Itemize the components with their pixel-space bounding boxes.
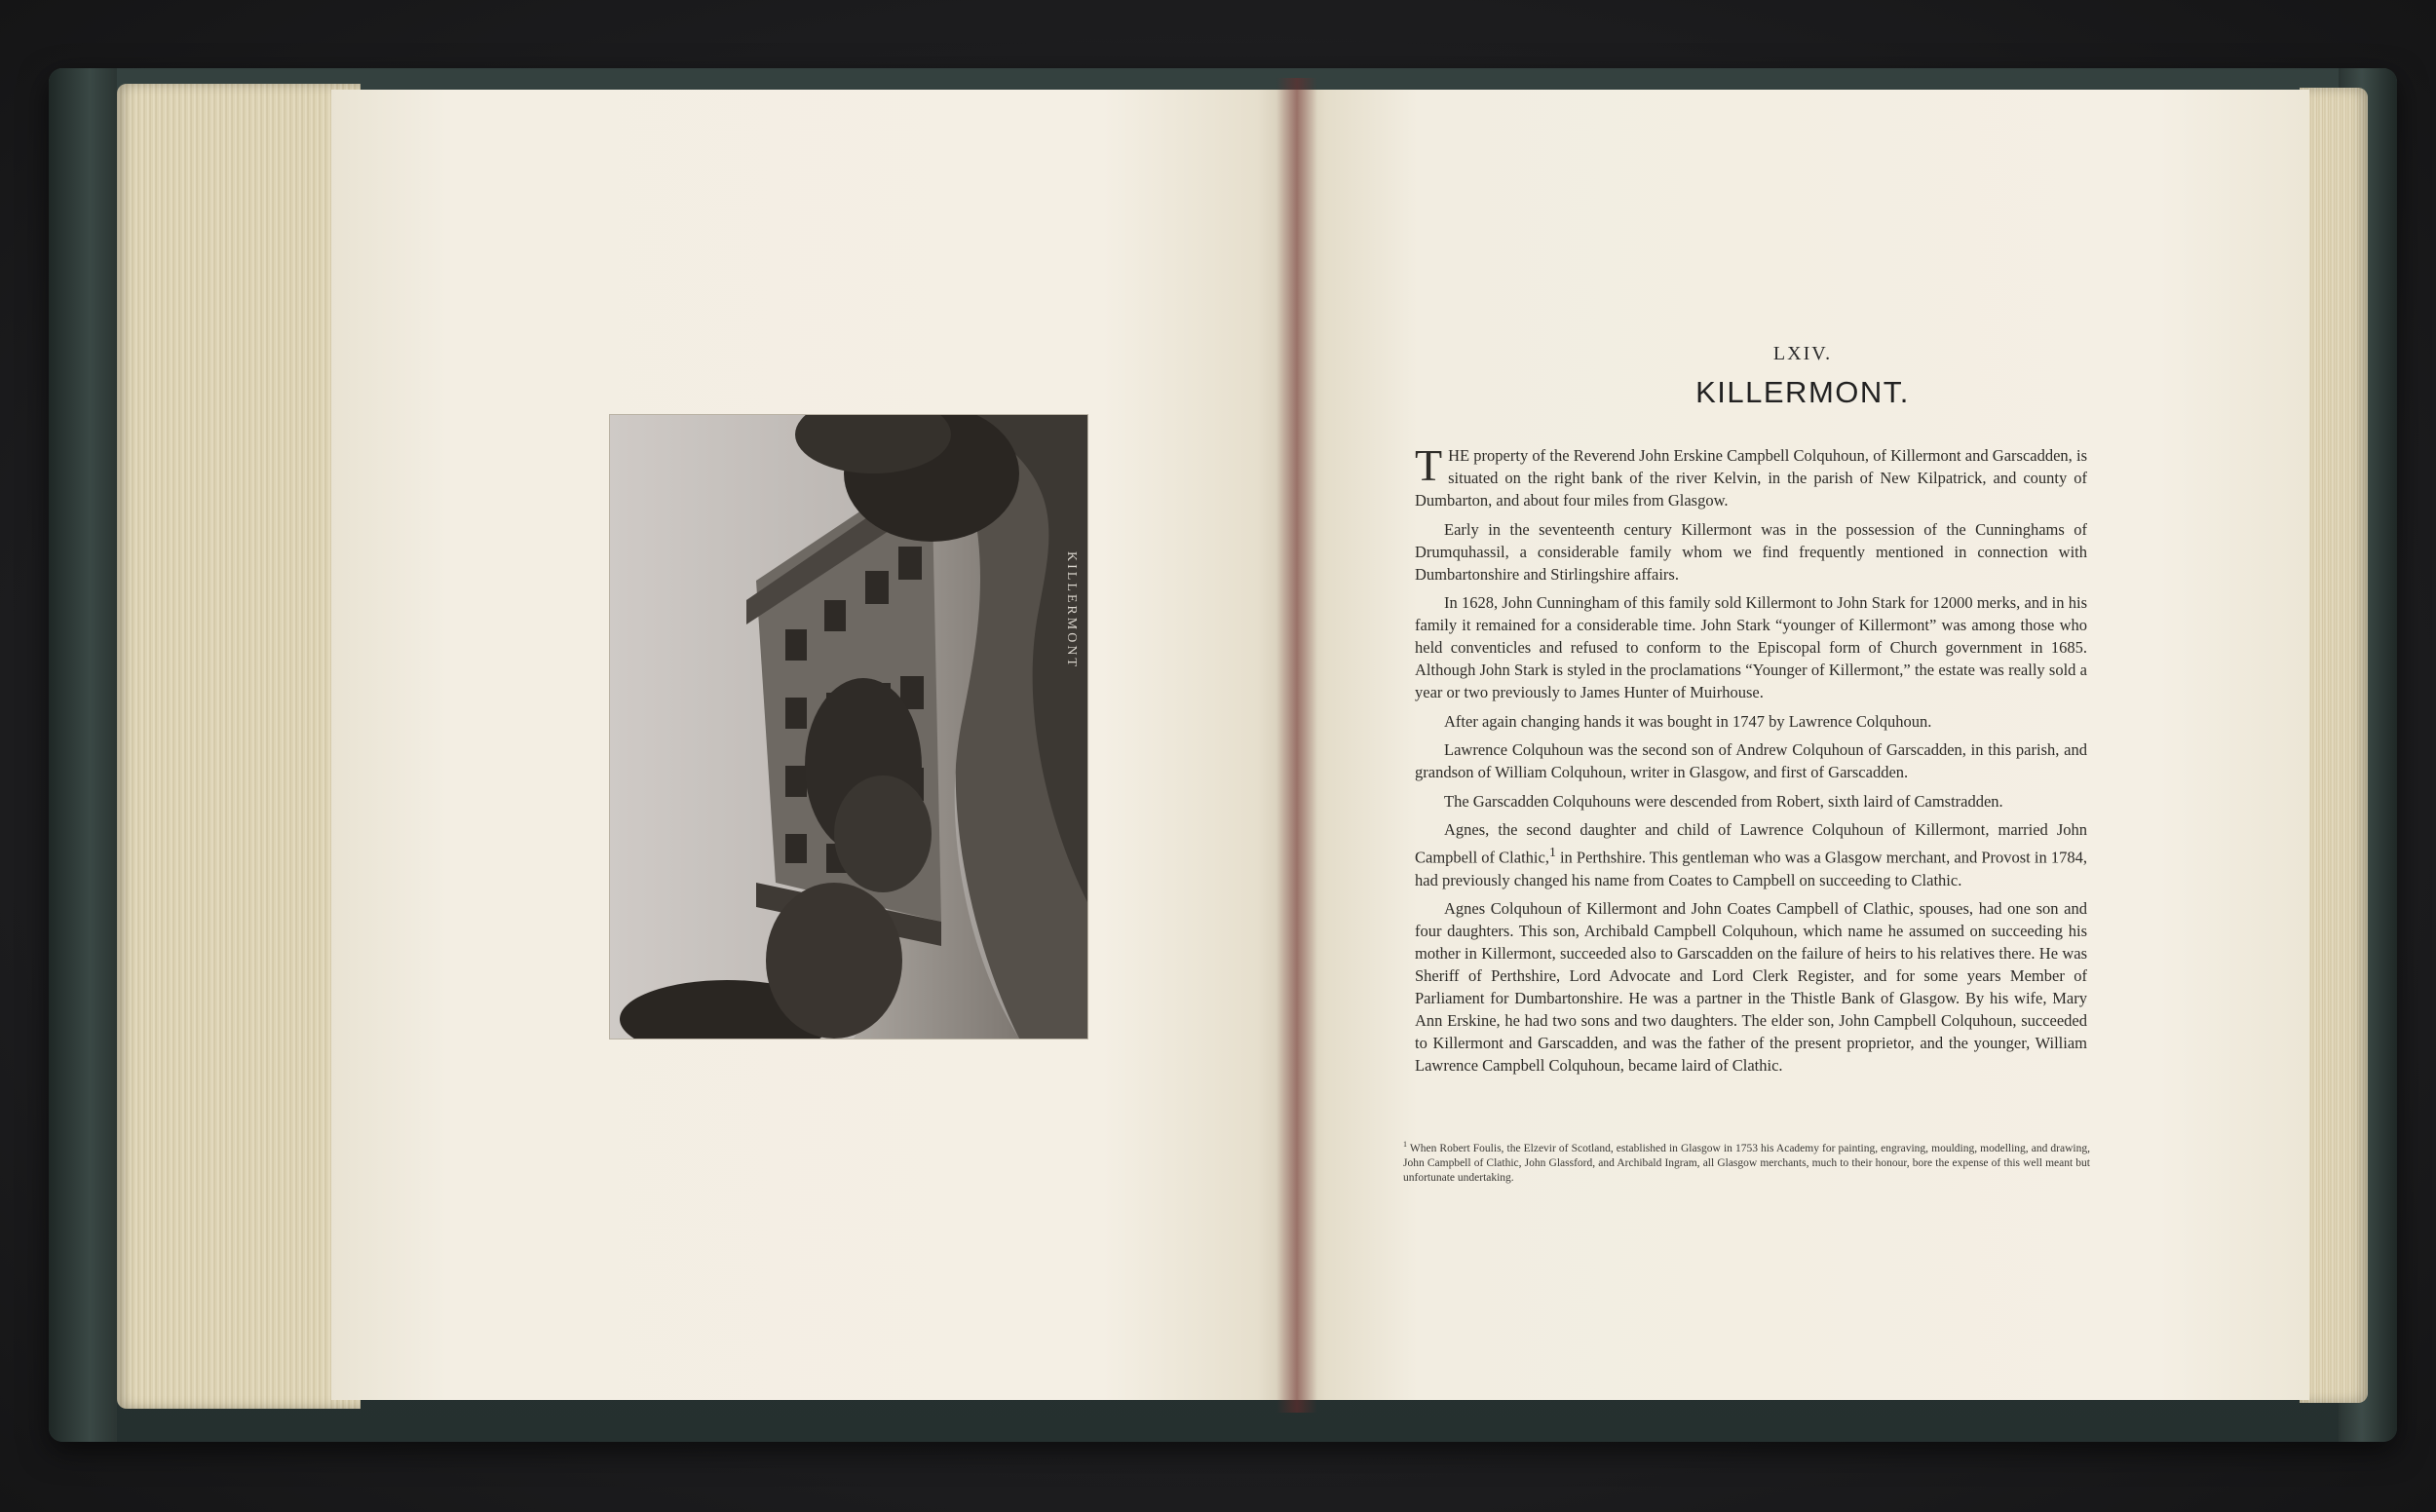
paragraph-8: Agnes Colquhoun of Killermont and John Coates Campbell of Clathic, spouses, had one son and four daughters. This son, Archibald Campbell Colquhoun, which name he assumed on succeeding his mother in Killermont, succeeded also to Garscadden on the failure of heirs to his relatives there. He was Sheriff of Perthshire, Lord Advocate and Lord Clerk Register, and for some years Member of Parliament for Dumbartonshire. He was a partner in the Thistle Bank of Glasgow. By his wife, Mary Ann Erskine, he had two sons and two daughters. The elder son, John Campbell Colquhoun, succeeded to Killermont and Garscadden, and was the father of the present proprietor, and the younger, William Lawrence Campbell Colquhoun, became laird of Clathic. <box>1415 899 2087 1075</box>
paragraph-5: Lawrence Colquhoun was the second son of Andrew Colquhoun of Garscadden, in this parish, and grandson of William Colquhoun, writer in Glasgow, and first of Garscadden. <box>1415 740 2087 781</box>
paragraph-6: The Garscadden Colquhouns were descended from Robert, sixth laird of Camstradden. <box>1444 791 2003 811</box>
paragraph-4: After again changing hands it was bought in 1747 by Lawrence Colquhoun. <box>1444 711 1932 731</box>
footnote-text: When Robert Foulis, the Elzevir of Scotland, established in Glasgow in 1753 his Academy for painting, engraving, moulding, modelling, and drawing, John Campbell of Clathic, John Glassford, and Archibald Ingram, all Glasgow merchants, much to their honour, bore the expense of this well meant but unfortunate undertaking. <box>1403 1142 2090 1184</box>
photograph-killermont-house <box>609 414 1088 1040</box>
photo-caption: KILLERMONT <box>1064 551 1079 669</box>
cover-edge-left <box>49 68 117 1442</box>
paragraph-2: Early in the seventeenth century Killermont was in the possession of the Cunninghams of Drumquhassil, a considerable family whom we find frequently mentioned in connection with Dumbartonshire and Stirlingshire affairs. <box>1415 519 2087 584</box>
paragraph-3: In 1628, John Cunningham of this family sold Killermont to John Stark for 12000 merks, and in his family it remained for a considerable time. John Stark “younger of Killermont” was among those who held conventicles and refused to conform to the Episcopal form of Church government in 1685. Although John Stark is styled in the proclamations “Younger of Killermont,” the estate was really sold a year or two previously to James Hunter of Muirhouse. <box>1415 593 2087 701</box>
paragraph-1 <box>1415 440 2087 511</box>
book-gutter <box>1276 78 1317 1413</box>
drop-cap: T <box>1415 440 1443 490</box>
page-stack-right <box>2300 88 2368 1403</box>
page-stack-left <box>117 84 361 1409</box>
paragraph-text: in Perthshire. This gentleman who was a Glasgow merchant, and Provost in 1784, had previously changed his name from Coates to Campbell on succeeding to Clathic. <box>1415 848 2087 889</box>
paragraph-text: Agnes, the second daughter and child of Lawrence Colquhoun of Killermont, married John Campbell of Clathic, <box>1415 820 2087 867</box>
body-text <box>1415 440 2087 1083</box>
chapter-number: LXIV. <box>1772 343 1833 364</box>
footnote <box>1403 1137 2090 1186</box>
footnote-number: 1 <box>1403 1140 1407 1149</box>
footnote-marker: 1 <box>1548 845 1556 859</box>
chapter-title: KILLERMONT. <box>1695 375 1910 409</box>
paragraph-text: HE property of the Reverend John Erskine Campbell Colquhoun, of Killermont and Garscadden, is situated on the right bank of the river Kelvin, in the parish of New Kilpatrick, and county of Dumbarton, and about four miles from Glasgow. <box>1415 446 2087 510</box>
paragraph-7 <box>1415 818 2087 891</box>
